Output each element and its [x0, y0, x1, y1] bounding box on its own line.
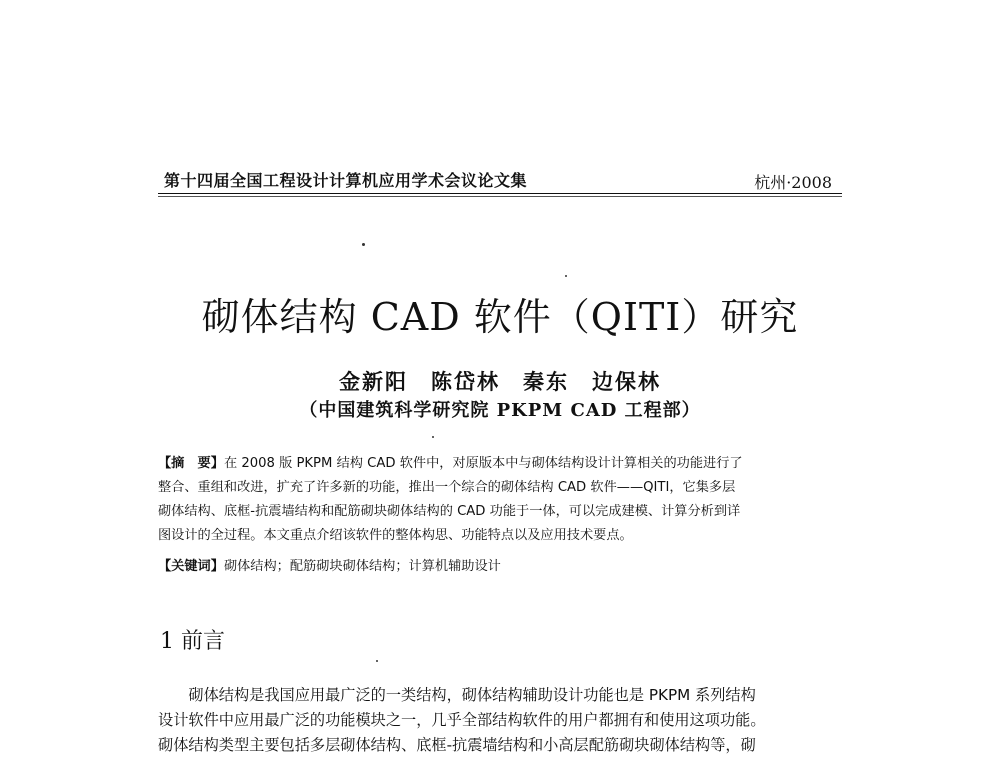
- paper-authors: 金新阳 陈岱林 秦东 边保林: [339, 369, 661, 394]
- abstract-text: 在 2008 版 PKPM 结构 CAD 软件中，对原版本中与砌体结构设计计算相关的功能进行了: [223, 456, 743, 471]
- header-rule-thin: [158, 196, 842, 197]
- running-header-location-year: 杭州·2008: [754, 173, 832, 192]
- abstract-line: 图设计的全过程。本文重点介绍该软件的整体构思、功能特点以及应用技术要点。: [158, 528, 633, 543]
- abstract-line: 砌体结构、底框-抗震墙结构和配筋砌块砌体结构的 CAD 功能于一体，可以完成建模、计算分析到详: [158, 504, 741, 519]
- keywords: [158, 555, 818, 579]
- abstract-line: 整合、重组和改进，扩充了许多新的功能，推出一个综合的砌体结构 CAD 软件——QITI，它集多层: [158, 480, 736, 495]
- abstract-line: [158, 452, 818, 476]
- body-line: 设计软件中应用最广泛的功能模块之一，几乎全部结构软件的用户都拥有和使用这项功能。: [158, 711, 766, 729]
- paper-title: 砌体结构 CAD 软件（QITI）研究: [201, 295, 799, 339]
- header-rule: [158, 193, 842, 194]
- paper-affiliation: （中国建筑科学研究院 PKPM CAD 工程部）: [299, 400, 701, 421]
- scan-speck: [432, 436, 434, 438]
- section-heading: 1 前言: [160, 629, 225, 654]
- running-header: [158, 168, 842, 194]
- keywords-label: 【关键词】: [158, 559, 224, 574]
- abstract: [158, 452, 818, 548]
- running-header-title: 第十四届全国工程设计计算机应用学术会议论文集: [164, 171, 528, 190]
- scan-speck: [376, 660, 378, 662]
- section-body: [158, 683, 840, 758]
- body-line: 砌体结构类型主要包括多层砌体结构、底框-抗震墙结构和小高层配筋砌块砌体结构等，砌: [158, 736, 756, 754]
- keywords-text: 砌体结构；配筋砌块砌体结构；计算机辅助设计: [223, 559, 501, 574]
- abstract-label: 【摘 要】: [158, 456, 224, 471]
- scan-speck: [565, 275, 567, 277]
- scan-speck: [362, 243, 365, 246]
- body-line: 砌体结构是我国应用最广泛的一类结构，砌体结构辅助设计功能也是 PKPM 系列结构: [158, 686, 756, 704]
